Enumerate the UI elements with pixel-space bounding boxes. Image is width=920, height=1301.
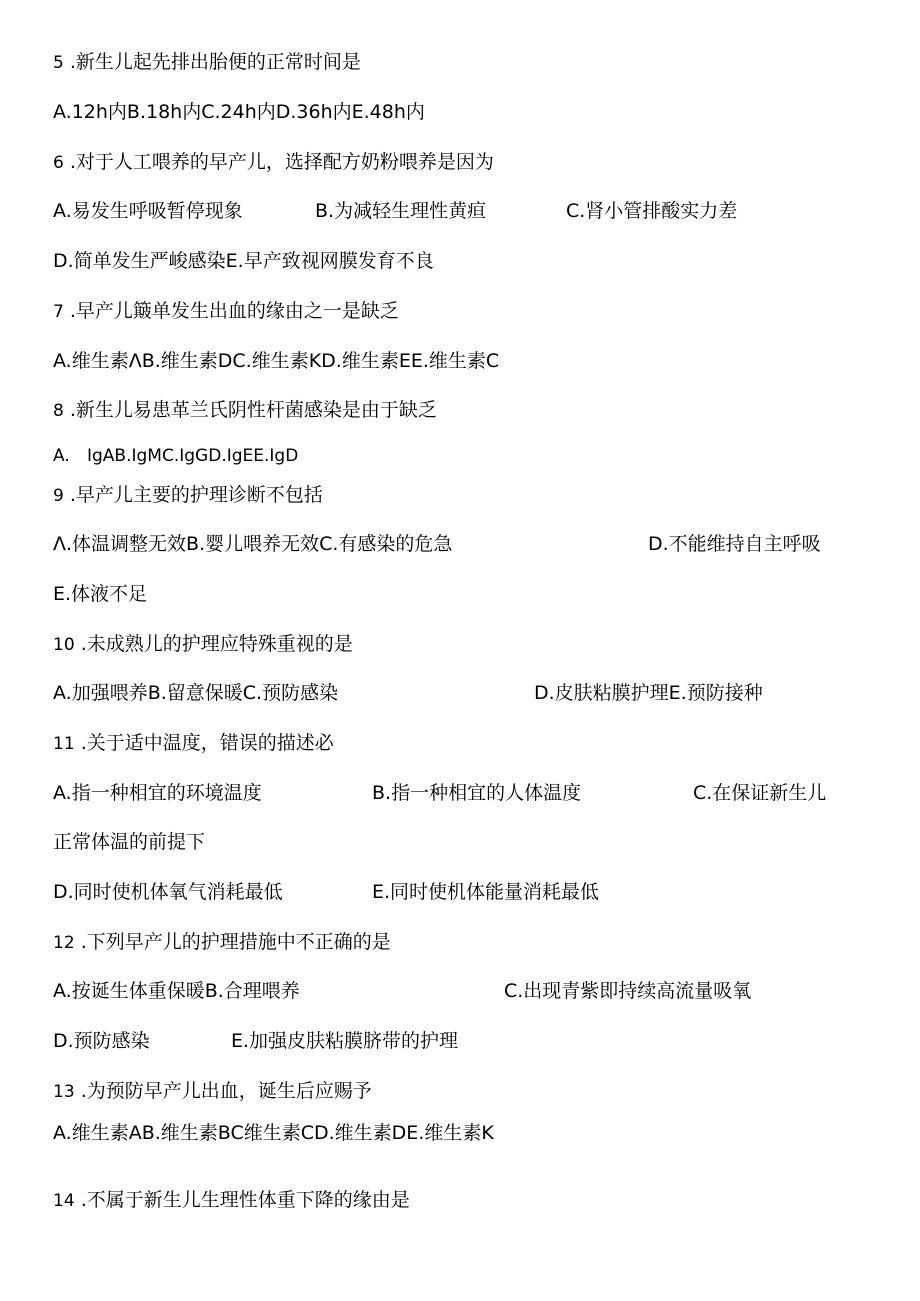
question-12-options-row2 <box>53 1029 893 1053</box>
question-5-stem <box>53 50 361 75</box>
option-row: A.维生素ΛB.维生素DC.维生素KD.维生素EE.维生素C <box>53 350 500 372</box>
question-text: .未成熟儿的护理应特殊重视的是 <box>80 633 353 655</box>
question-13-options <box>53 1121 494 1145</box>
question-text: .不属于新生儿生理性体重下降的缘由是 <box>80 1189 410 1211</box>
question-text: .为预防早产儿出血，诞生后应赐予 <box>80 1080 372 1102</box>
question-number: 10 <box>53 635 75 655</box>
option-row: A.维生素AB.维生素BC维生素CD.维生素DE.维生素K <box>53 1122 494 1144</box>
option-e: E.加强皮肤粘膜脐带的护理 <box>231 1030 459 1052</box>
question-5-options <box>53 100 425 124</box>
question-number: 14 <box>53 1191 75 1211</box>
option-a: A.易发生呼吸暂停现象 <box>53 200 243 222</box>
question-text: .下列早产儿的护理措施中不正确的是 <box>80 931 391 953</box>
option-d: D.不能维持自主呼吸 <box>648 533 821 555</box>
question-11-options-row2 <box>53 830 205 854</box>
question-text: .关于适中温度，错误的描述必 <box>80 732 334 754</box>
option-row: A.12h内B.18h内C.24h内D.36h内E.48h内 <box>53 101 425 123</box>
question-11-options-row1 <box>53 781 893 805</box>
question-text: .新生儿起先排出胎便的正常时间是 <box>69 51 361 73</box>
question-8-options <box>53 444 453 468</box>
question-number: 7 <box>53 302 64 322</box>
question-number: 6 <box>53 153 64 173</box>
question-number: 11 <box>53 734 75 754</box>
question-11-options-row3 <box>53 880 893 904</box>
question-8-stem <box>53 398 437 423</box>
option-a-b: A.按诞生体重保暖B.合理喂养 <box>53 980 300 1002</box>
question-7-options <box>53 349 499 373</box>
option-a-b-c: A.加强喂养B.留意保暖C.预防感染 <box>53 682 339 704</box>
question-6-stem <box>53 150 494 175</box>
option-c: C.在保证新生儿 <box>693 782 827 804</box>
question-text: .早产儿主要的护理诊断不包括 <box>69 484 323 506</box>
option-d-e: D.皮肤粘膜护理E.预防接种 <box>534 682 763 704</box>
question-6-options-row2 <box>53 249 434 273</box>
option-d: D.预防感染 <box>53 1030 150 1052</box>
question-13-stem <box>53 1079 372 1104</box>
option-e: E.同时使机体能量消耗最低 <box>372 881 600 903</box>
option-b: B.指一种相宜的人体温度 <box>372 782 582 804</box>
question-9-options-row2 <box>53 582 147 606</box>
option-c: C.出现青紫即持续高流量吸氧 <box>504 980 752 1002</box>
option-b: B.为减轻生理性黄疸 <box>315 200 487 222</box>
question-9-stem <box>53 483 323 508</box>
option-a-b-c: Λ.体温调整无效B.婴儿喂养无效C.有感染的危急 <box>53 533 453 555</box>
option-c-continued: 正常体温的前提下 <box>53 831 206 853</box>
question-10-options <box>53 681 893 705</box>
question-number: 13 <box>53 1082 75 1102</box>
question-12-options-row1 <box>53 979 893 1003</box>
option-c: C.肾小管排酸实力差 <box>566 200 738 222</box>
question-6-options-row1 <box>53 199 893 223</box>
question-text: .早产儿簸单发生出血的缘由之一是缺乏 <box>69 300 399 322</box>
option-a-label: A. <box>53 446 70 466</box>
option-d: D.同时使机体氧气消耗最低 <box>53 881 283 903</box>
question-10-stem <box>53 632 353 657</box>
question-9-options-row1 <box>53 532 893 556</box>
question-11-stem <box>53 731 334 756</box>
question-text: .对于人工喂养的早产儿，选择配方奶粉喂养是因为 <box>69 151 494 173</box>
question-number: 9 <box>53 486 64 506</box>
question-12-stem <box>53 930 391 955</box>
option-d-e: D.简单发生严峻感染E.早产致视网膜发育不良 <box>53 250 434 272</box>
option-e: E.体液不足 <box>53 583 148 605</box>
question-14-stem <box>53 1188 410 1213</box>
question-number: 12 <box>53 933 75 953</box>
option-row: IgAB.IgMC.IgGD.IgEE.IgD <box>87 446 299 466</box>
question-text: .新生儿易患革兰氏阴性杆菌感染是由于缺乏 <box>69 399 437 421</box>
question-number: 8 <box>53 401 64 421</box>
question-7-stem <box>53 299 399 324</box>
option-a: A.指一种相宜的环境温度 <box>53 782 262 804</box>
question-number: 5 <box>53 53 64 73</box>
